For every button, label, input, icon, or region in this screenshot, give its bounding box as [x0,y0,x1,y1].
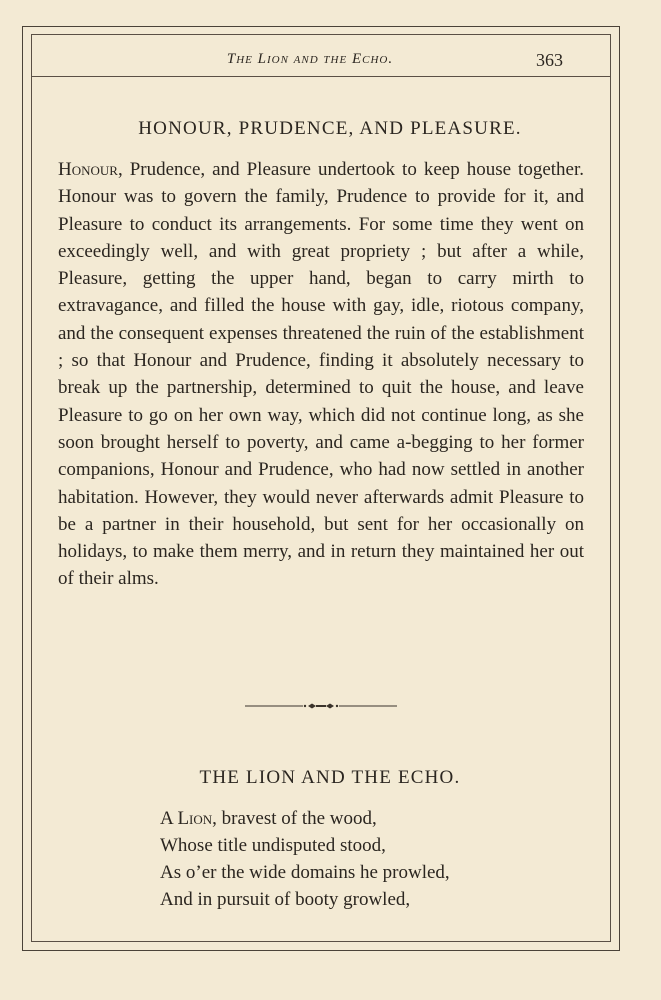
verse-line: A Lion, bravest of the wood, [160,808,377,829]
verse-line: As o’er the wide domains he prowled, [160,862,450,883]
running-head: The Lion and the Echo. [226,51,394,67]
dash-dot-divider-icon [245,700,397,712]
page-number: 363 [536,50,563,70]
verse-line: Whose title undisputed stood, [160,835,386,856]
verse-line: And in pursuit of booty growled, [160,889,411,910]
fable-paragraph [58,156,584,593]
paragraph-body: , Prudence, and Pleasure undertook to keep house together. Honour was to govern the family, Prudence to provide for it, and Pleasure to conduct its arrangements. For some time they went on exceedingly well, and with great propriety ; but after a while, Pleasure, getting the upper hand, began to carry mirth to extravagance, and filled the house with gay, idle, riotous company, and the consequent expenses threatened the ruin of the establishment ; so that Honour and Prudence, finding it absolutely necessary to break up the partnership, determined to quit the house, and leave Pleasure to go on her own way, which did not continue long, as she soon brought herself to poverty, and came a-begging to her former companions, Honour and Prudence, who had now settled in another habitation. However, they would never afterwards admit Pleasure to be a partner in their household, but sent for her occasionally on holidays, to make them merry, and in return they maintained her out of their alms. [58,159,584,590]
verse-stanza [160,805,600,913]
header-rule [31,76,611,77]
section-title-honour: HONOUR, PRUDENCE, AND PLEASURE. [138,118,522,139]
section-title-lion: THE LION AND THE ECHO. [199,767,461,788]
lead-word: Honour [58,159,118,180]
